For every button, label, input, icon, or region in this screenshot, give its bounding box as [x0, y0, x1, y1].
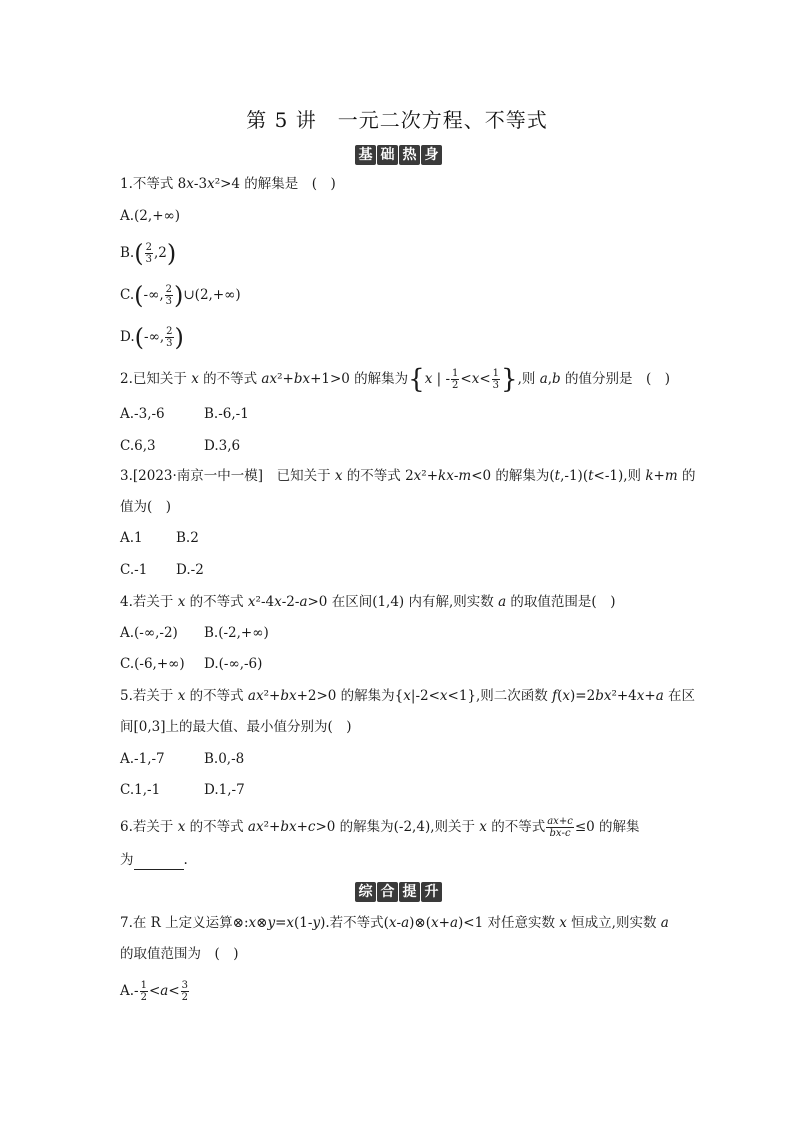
q2-option-a: A.-3,-6	[120, 406, 165, 422]
q1-option-d: D.(-∞, $\frac{2}{3}$ )	[120, 323, 184, 352]
q1-option-b: B.( $\frac{2}{3}$ ,2)	[120, 239, 177, 268]
question-number: 7.	[120, 915, 133, 931]
q5-option-c: C.1,-1	[120, 782, 161, 798]
q5-option-a: A.-1,-7	[120, 751, 165, 767]
question-1: 1.不等式 8x-3x²>4 的解集是 ( )	[120, 176, 336, 192]
q7-option-a: A.- $\frac{1}{2}$ <a< $\frac{3}{2}$	[120, 980, 189, 1003]
section-char: 身	[421, 145, 442, 165]
page-title: 第 5 讲 一元二次方程、不等式	[246, 108, 548, 132]
question-7-cont: 的取值范围为 ( )	[120, 946, 239, 962]
option-label: D.	[120, 329, 135, 345]
section-badge-basic	[355, 145, 442, 165]
q1-option-c: C.(-∞, $\frac{2}{3}$ )∪(2,+∞)	[120, 281, 241, 310]
question-4: 4.若关于 x 的不等式 x²-4x-2-a>0 在区间(1,4) 内有解,则实数 a 的取值范围是( )	[120, 594, 616, 610]
q5-option-d: D.1,-7	[204, 782, 245, 798]
section-char: 基	[355, 145, 376, 165]
section-char: 升	[421, 882, 442, 902]
section-char: 础	[377, 145, 398, 165]
question-5-cont: 间[0,3]上的最大值、最小值分别为( )	[120, 719, 352, 735]
q4-option-d: D.(-∞,-6)	[204, 656, 263, 672]
q5-option-b: B.0,-8	[204, 751, 245, 767]
q3-option-a: A.1	[120, 530, 143, 546]
question-number: 2.	[120, 371, 133, 387]
question-2: 2.已知关于 x 的不等式 ax²+bx+1>0 的解集为{x | - $\frac{1}{2}$ <x< $\frac{1}{3}$ },则 a,b 的值分别是 ( )	[120, 364, 671, 395]
question-3: 3.[2023·南京一中一模] 已知关于 x 的不等式 2x²+kx-m<0 的解集为(t,-1)(t<-1),则 k+m 的	[120, 468, 696, 484]
section-badge-advanced	[355, 882, 442, 902]
section-char: 合	[377, 882, 398, 902]
answer-blank	[134, 855, 184, 870]
option-label: B.	[120, 245, 135, 261]
question-3-cont: 值为( )	[120, 499, 172, 515]
question-number: 4.	[120, 594, 133, 610]
section-char: 提	[399, 882, 420, 902]
q4-option-c: C.(-6,+∞)	[120, 656, 185, 672]
question-6-cont: 为 .	[120, 852, 188, 868]
option-label: C.	[120, 287, 135, 303]
option-label: A.	[120, 983, 135, 999]
q3-option-c: C.-1	[120, 562, 148, 578]
question-number: 3.	[120, 468, 133, 484]
q3-option-d: D.-2	[176, 562, 204, 578]
question-5: 5.若关于 x 的不等式 ax²+bx+2>0 的解集为{x|-2<x<1},则二次函数 f(x)=2bx²+4x+a 在区	[120, 688, 696, 704]
question-6: 6.若关于 x 的不等式 ax²+bx+c>0 的解集为(-2,4),则关于 x 的不等式 $\frac{ax+c}{bx-c}$ ≤0 的解集	[120, 816, 640, 839]
q4-option-a: A.(-∞,-2)	[120, 625, 178, 641]
section-char: 热	[399, 145, 420, 165]
q3-option-b: B.2	[176, 530, 199, 546]
q4-option-b: B.(-2,+∞)	[204, 625, 269, 641]
q1-option-a: A.(2,+∞)	[120, 208, 181, 224]
question-7: 7.在 R 上定义运算⊗:x⊗y=x(1-y).若不等式(x-a)⊗(x+a)<1 对任意实数 x 恒成立,则实数 a	[120, 915, 669, 931]
answer-prefix: 为	[120, 852, 134, 868]
question-source: [2023·南京一中一模]	[132, 468, 264, 484]
section-char: 综	[355, 882, 376, 902]
q2-option-b: B.-6,-1	[204, 406, 249, 422]
option-tail: ∪(2,+∞)	[183, 287, 241, 303]
q2-option-c: C.6,3	[120, 438, 156, 454]
question-number: 6.	[120, 819, 133, 835]
q2-option-d: D.3,6	[204, 438, 241, 454]
question-number: 1.	[120, 176, 133, 192]
question-number: 5.	[120, 688, 133, 704]
